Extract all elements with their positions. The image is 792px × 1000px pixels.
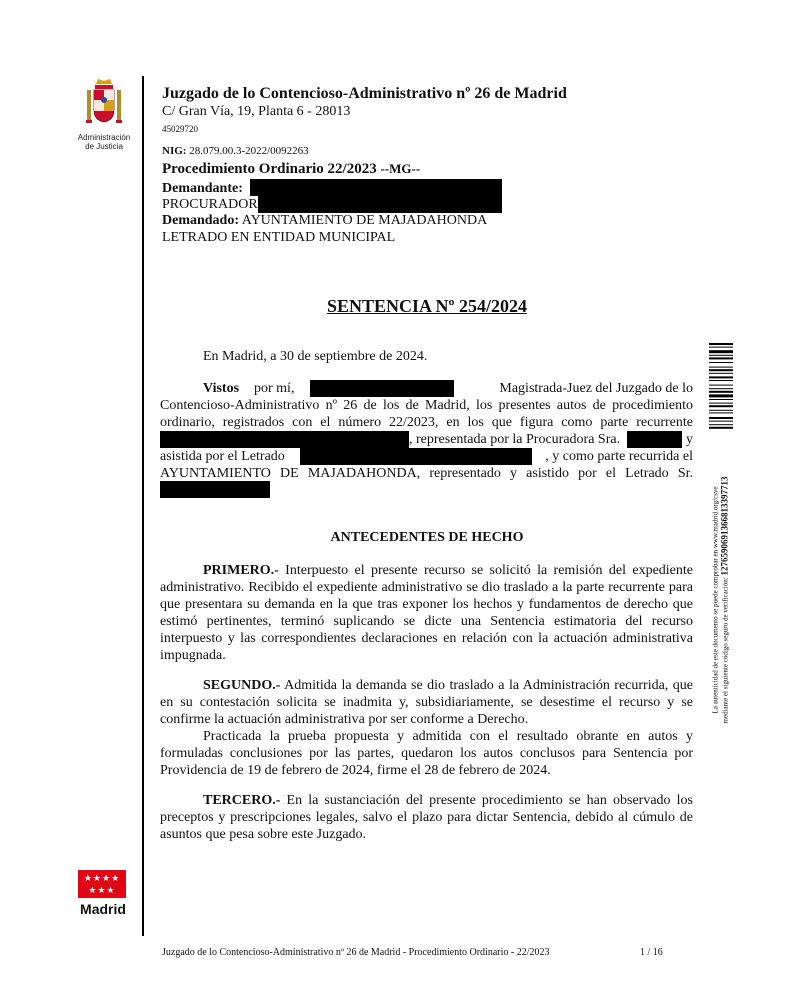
logo-label-line1: Administración: [77, 133, 131, 142]
vistos-procuradora: , representada por la Procuradora Sra.: [409, 432, 621, 447]
barcode-stripe: [709, 376, 733, 378]
tercero-label: TERCERO.-: [203, 793, 281, 808]
vistos-por-mi: por mí,: [254, 381, 295, 396]
logo-label-line2: de Justicia: [85, 142, 123, 151]
redaction-block: [300, 448, 532, 465]
madrid-stars-icon: ★★★★ ★★★: [78, 870, 126, 898]
redaction-block: [160, 431, 409, 448]
barcode-stripe: [709, 347, 733, 348]
verification-text: [712, 455, 731, 745]
margin-rule: [142, 76, 144, 936]
madrid-logo: [78, 870, 128, 917]
barcode-stripe: [709, 424, 733, 425]
nig-value: 28.079.00.3-2022/0092263: [189, 145, 309, 157]
demandado-line: [162, 212, 487, 229]
court-name: Juzgado de lo Contencioso-Administrativo nº 26 de Madrid: [162, 85, 567, 102]
barcode-stripe: [709, 427, 733, 429]
barcode-stripe: [709, 355, 733, 356]
procedure-number: Procedimiento Ordinario 22/2023: [162, 161, 377, 177]
court-code: 45029720: [162, 124, 198, 134]
demandante-label: Demandante:: [162, 181, 243, 196]
date-line: En Madrid, a 30 de septiembre de 2024.: [203, 349, 428, 364]
vistos-recurrida: , y como parte recurrida el: [545, 449, 693, 464]
demandante-line: [162, 180, 243, 197]
primero-paragraph: [160, 562, 693, 664]
barcode-stripe: [709, 405, 733, 407]
coat-of-arms-icon: [84, 78, 124, 128]
page-footer: Juzgado de lo Contencioso-Administrativo nº 26 de Madrid - Procedimiento Ordinario - 22/2023: [162, 947, 550, 958]
administracion-justicia-logo: [76, 78, 132, 151]
tercero-text: En la sustanciación del presente procedimiento se han observado los preceptos y prescripciones legales, salvo el plazo para dictar Sentencia, debido al cúmulo de asuntos que pesa sobre este Juzgado.: [160, 793, 693, 842]
barcode-stripe: [709, 391, 733, 393]
antecedentes-heading: ANTECEDENTES DE HECHO: [330, 530, 524, 545]
redaction-block: [310, 380, 454, 397]
segundo-paragraph-2: Practicada la prueba propuesta y admitida con el resultado obrante en autos y formuladas conclusiones por las partes, quedaron los autos conclusos para Sentencia por Providencia de 19 de febrero de 2024, firme el 28 de febrero de 2024.: [160, 729, 693, 778]
verification-code: 1276590691366813397713: [719, 476, 730, 576]
demandado-label: Demandado:: [162, 213, 240, 228]
procurador-line: [162, 196, 258, 213]
verification-barcode: [709, 343, 733, 453]
barcode-stripe: [709, 357, 733, 359]
barcode-stripe: [709, 380, 733, 381]
nig-line: [162, 145, 309, 157]
segundo-text: Admitida la demanda se dio traslado a la Administración recurrida, que en su contestación solicita se inadmita y, subsidiariamente, se desestime el recurso y se confirme la actuación administrativa por ser conforme a Derecho.: [160, 678, 693, 727]
barcode-stripe: [709, 412, 733, 413]
barcode-stripe: [709, 399, 733, 400]
verification-line2: mediante el siguiente código seguro de verificación:: [721, 577, 730, 724]
barcode-stripe: [709, 367, 733, 368]
redaction-block: [250, 179, 502, 196]
vistos-bold: Vistos: [203, 381, 240, 396]
procurador-label: PROCURADOR: [162, 197, 258, 212]
primero-text: Interpuesto el presente recurso se solicitó la remisión del expediente administrativo. Recibido el expediente administrativo se dio traslado a la parte recurrente para que presentara su demanda en la que tras exponer los hechos y fundamentos de derecho que estimó pertinentes, terminó suplicando se dicte una Sentencia estimatoria del recurso interpuesto y las correspondientes declaraciones en relación con la actuación administrativa impugnada.: [160, 563, 693, 663]
barcode-stripe: [709, 403, 733, 404]
nig-label: NIG:: [162, 145, 187, 157]
barcode-stripe: [709, 410, 733, 411]
letrado-line: LETRADO EN ENTIDAD MUNICIPAL: [162, 230, 396, 245]
barcode-stripe: [709, 369, 733, 371]
segundo-paragraph: [160, 677, 693, 728]
redaction-block: [627, 431, 682, 448]
primero-label: PRIMERO.-: [203, 563, 279, 578]
barcode-stripe: [709, 343, 733, 345]
procedure-suffix: --MG--: [380, 161, 421, 176]
barcode-stripe: [709, 394, 733, 397]
court-address: C/ Gran Vía, 19, Planta 6 - 28013: [162, 104, 351, 119]
page-number: 1 / 16: [640, 947, 663, 958]
vistos-y: y: [686, 432, 693, 447]
vistos-line-6: AYUNTAMIENTO DE MAJADAHONDA, representado y asistido por el Letrado Sr.: [160, 466, 693, 481]
vistos-letrado: asistida por el Letrado: [160, 449, 285, 464]
vistos-magistrada: Magistrada-Juez del Juzgado de lo: [499, 381, 693, 396]
procedure-line: [162, 161, 420, 178]
barcode-stripe: [709, 421, 733, 422]
barcode-stripe: [709, 362, 733, 363]
document-title: SENTENCIA Nº 254/2024: [327, 296, 527, 316]
madrid-logo-text: Madrid: [80, 901, 126, 917]
redaction-block: [258, 196, 502, 213]
vistos-line-2: Contencioso-Administrativo nº 26 de los de Madrid, los presentes autos de procedimiento: [160, 398, 693, 413]
tercero-paragraph: [160, 792, 693, 843]
redaction-block: [160, 481, 270, 498]
segundo-label: SEGUNDO.-: [203, 678, 281, 693]
barcode-stripe: [709, 373, 733, 374]
verification-line1: La autenticidad de este documento se puede comprobar en www.madrid.org/csve: [711, 486, 720, 714]
barcode-stripe: [709, 388, 733, 389]
barcode-stripe: [709, 350, 733, 353]
barcode-stripe: [709, 385, 733, 386]
demandado-value: AYUNTAMIENTO DE MAJADAHONDA: [241, 213, 488, 228]
vistos-line-3: ordinario, registrados con el número 22/2023, en los que figura como parte recurrente: [160, 415, 693, 430]
barcode-stripe: [709, 417, 733, 419]
